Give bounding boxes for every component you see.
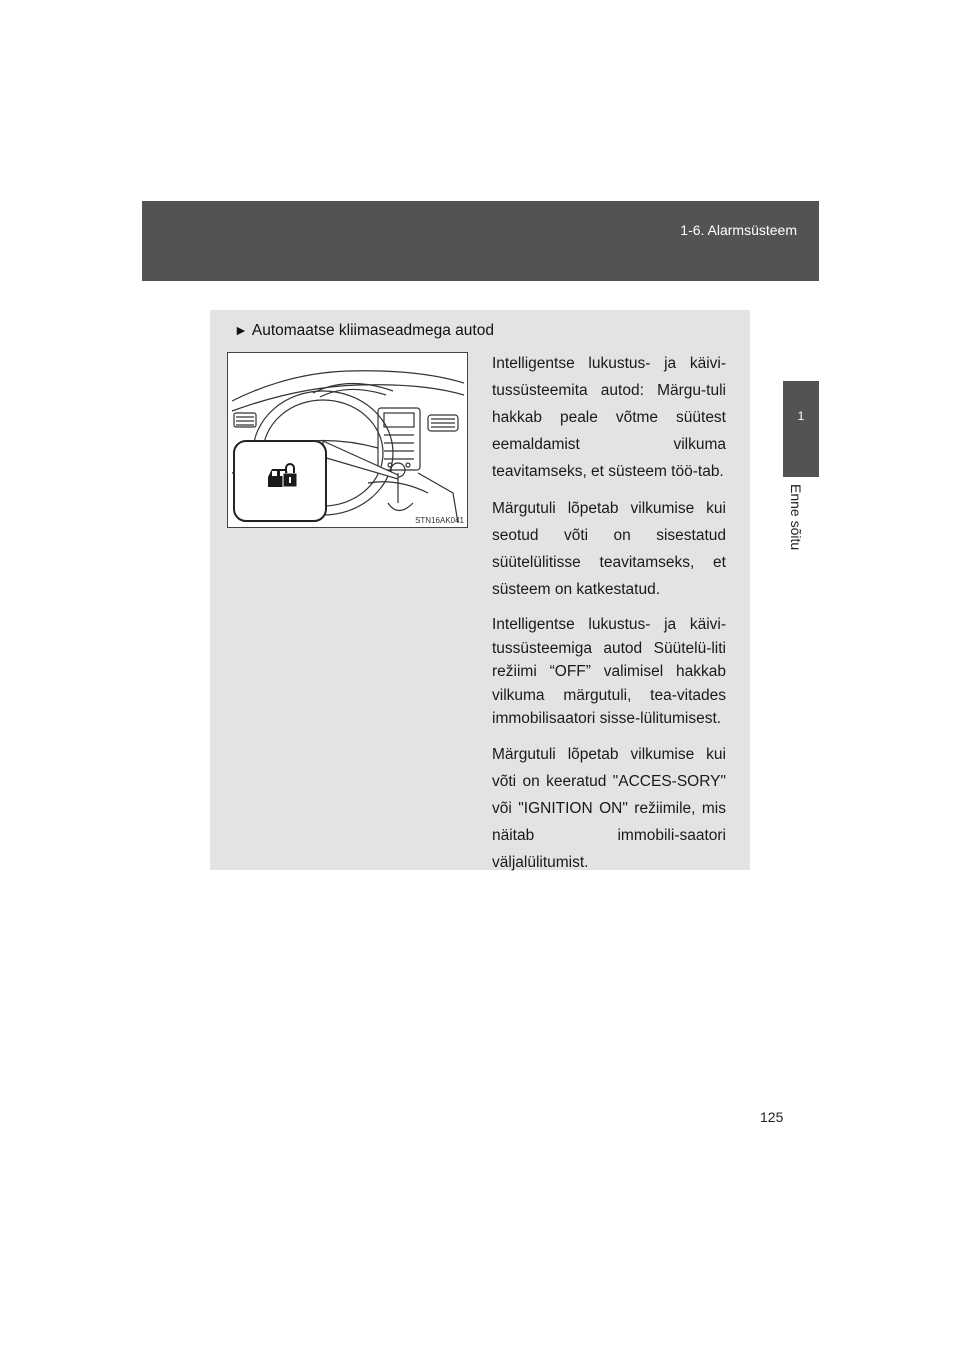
dashboard-drawing xyxy=(228,353,467,527)
section-title: 1-6. Alarmsüsteem xyxy=(680,222,797,238)
arrow-right-icon: ► xyxy=(234,322,248,338)
header-band xyxy=(142,201,819,281)
chapter-label: Enne sõitu xyxy=(788,484,804,551)
page-number: 125 xyxy=(760,1109,784,1125)
content-panel xyxy=(210,310,750,870)
description-text xyxy=(492,350,726,886)
paragraph: Märgutuli lõpetab vilkumise kui võti on keeratud "ACCES-SORY" või "IGNITION ON" režiimile, mis näitab immobili-saatori väljalülitumist. xyxy=(492,745,726,871)
paragraph: Intelligentse lukustus- ja käivi-tussüsteemiga autod Süütelü-liti režiimi “OFF” valimisel hakkab vilkuma märgutuli, tea-vitades immobilisaatori sisse-lülitumisest. xyxy=(492,616,726,727)
paragraph: Märgutuli lõpetab vilkumise kui seotud võti on sisestatud süütelülitisse teavitamseks, et süsteem on katkestatud. xyxy=(492,500,726,598)
panel-heading-text: Automaatse kliimaseadmega autod xyxy=(251,322,494,339)
chapter-number: 1 xyxy=(797,409,805,423)
paragraph: Intelligentse lukustus- ja käivi-tussüsteemita autod: Märgu-tuli hakkab peale võtme süütest eemaldamist vilkuma teavitamseks, et süsteem töö-tab. xyxy=(492,355,726,480)
panel-heading xyxy=(234,322,494,340)
image-code: STN16AK041 xyxy=(415,516,464,525)
dashboard-illustration xyxy=(227,352,468,528)
chapter-tab xyxy=(783,381,819,477)
